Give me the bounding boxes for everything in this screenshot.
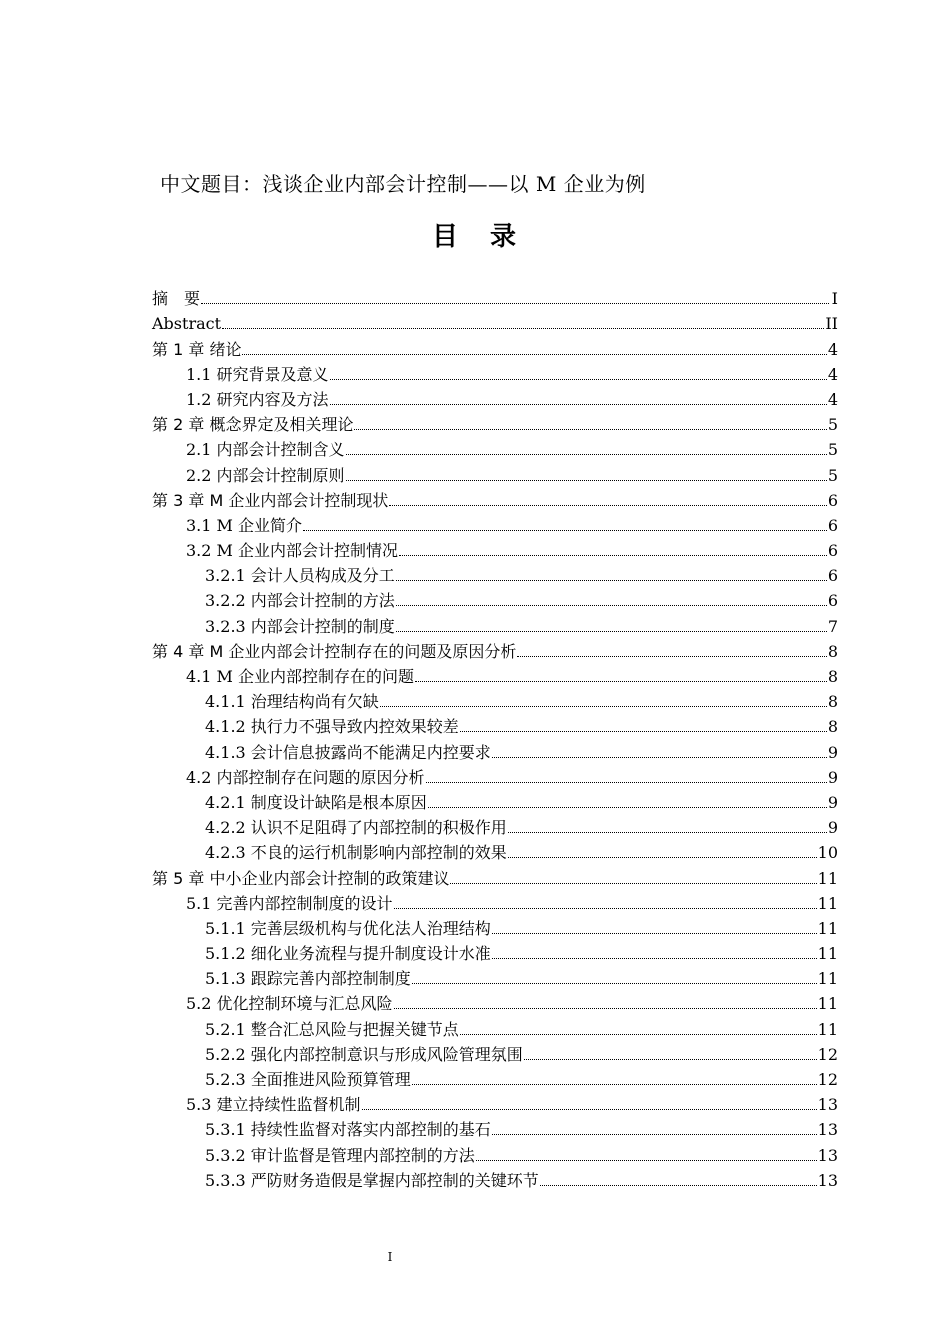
toc-entry-subsection[interactable]: [152, 813, 838, 838]
toc-entry-chapter[interactable]: [152, 334, 838, 359]
toc-entry-title: 5.1.3 跟踪完善内部控制制度: [205, 969, 411, 989]
toc-entry-subsection[interactable]: [152, 1115, 838, 1140]
toc-entry-title: 4.1.1 治理结构尚有欠缺: [205, 692, 379, 712]
toc-entry-page-number: 11: [817, 868, 838, 888]
toc-entry-page-number: 13: [817, 1095, 838, 1115]
toc-dot-leader: [222, 328, 824, 329]
toc-entry-title: 5.3.1 持续性监督对落实内部控制的基石: [205, 1120, 491, 1140]
toc-entry-page-number: 6: [827, 490, 838, 510]
toc-entry-title: 5.3.3 严防财务造假是掌握内部控制的关键环节: [205, 1170, 539, 1190]
toc-dot-leader: [428, 807, 827, 808]
toc-dot-leader: [380, 706, 827, 707]
toc-entry-page-number: 5: [827, 440, 838, 460]
toc-dot-leader: [492, 933, 817, 934]
toc-entry-chapter[interactable]: [152, 309, 838, 334]
toc-dot-leader: [399, 555, 827, 556]
toc-entry-page-number: 10: [817, 843, 838, 863]
toc-heading-char-2: 录: [490, 222, 519, 252]
toc-entry-title: 5.1.2 细化业务流程与提升制度设计水准: [205, 944, 491, 964]
toc-entry-section[interactable]: [152, 460, 838, 485]
toc-dot-leader: [330, 379, 827, 380]
toc-entry-title: 4.2.1 制度设计缺陷是根本原因: [205, 792, 427, 812]
toc-entry-title: 第 1 章 绪论: [152, 339, 242, 359]
toc-entry-page-number: 11: [817, 969, 838, 989]
toc-entry-chapter[interactable]: [152, 410, 838, 435]
toc-entry-section[interactable]: [152, 763, 838, 788]
toc-entry-page-number: 6: [827, 591, 838, 611]
toc-dot-leader: [330, 404, 827, 405]
toc-entry-title: 5.2 优化控制环境与汇总风险: [186, 994, 393, 1014]
toc-entry-subsection[interactable]: [152, 1065, 838, 1090]
toc-entry-subsection[interactable]: [152, 586, 838, 611]
toc-entry-page-number: 11: [817, 918, 838, 938]
toc-entry-title: 5.2.2 强化内部控制意识与形成风险管理氛围: [205, 1044, 523, 1064]
toc-entry-title: 3.1 M 企业简介: [186, 515, 303, 535]
toc-dot-leader: [346, 454, 827, 455]
toc-entry-title: 4.2.3 不良的运行机制影响内部控制的效果: [205, 843, 507, 863]
toc-entry-section[interactable]: [152, 511, 838, 536]
toc-entry-chapter[interactable]: [152, 284, 838, 309]
toc-dot-leader: [476, 1160, 817, 1161]
toc-entry-title: 第 3 章 M 企业内部会计控制现状: [152, 490, 389, 510]
toc-entry-subsection[interactable]: [152, 1040, 838, 1065]
toc-entry-section[interactable]: [152, 435, 838, 460]
toc-entry-page-number: 12: [817, 1070, 838, 1089]
toc-entry-title: 3.2.1 会计人员构成及分工: [205, 566, 395, 586]
toc-entry-page-number: 13: [817, 1120, 838, 1140]
toc-dot-leader: [303, 530, 827, 531]
toc-entry-title: 4.1 M 企业内部控制存在的问题: [186, 667, 415, 686]
toc-dot-leader: [201, 303, 829, 304]
toc-entry-page-number: 4: [827, 339, 838, 359]
toc-entry-subsection[interactable]: [152, 788, 838, 813]
toc-dot-leader: [346, 480, 827, 481]
toc-entry-page-number: 5: [827, 415, 838, 435]
toc-entry-title: 2.1 内部会计控制含义: [186, 440, 345, 460]
toc-entry-title: 5.3 建立持续性监督机制: [186, 1095, 361, 1115]
toc-dot-leader: [389, 505, 826, 506]
toc-dot-leader: [450, 883, 816, 884]
toc-dot-leader: [354, 429, 826, 430]
toc-entry-title: 第 2 章 概念界定及相关理论: [152, 415, 354, 435]
toc-entry-page-number: 4: [827, 389, 838, 409]
toc-dot-leader: [242, 354, 826, 355]
toc-dot-leader: [412, 1084, 817, 1085]
toc-entry-page-number: 11: [817, 893, 838, 913]
toc-entry-page-number: 9: [827, 818, 838, 838]
toc-dot-leader: [492, 757, 827, 758]
toc-entry-page-number: 13: [817, 1170, 838, 1190]
toc-dot-leader: [362, 1109, 817, 1110]
toc-entry-chapter[interactable]: [152, 486, 838, 511]
toc-entry-title: 5.3.2 审计监督是管理内部控制的方法: [205, 1145, 475, 1165]
toc-entry-section[interactable]: [152, 536, 838, 561]
toc-entry-page-number: 9: [827, 742, 838, 762]
toc-heading: [0, 216, 950, 253]
page-number-footer: I: [387, 1250, 393, 1264]
toc-entry-chapter[interactable]: [152, 863, 838, 888]
table-of-contents: [152, 284, 838, 1191]
toc-entry-page-number: 8: [827, 641, 838, 661]
toc-dot-leader: [412, 983, 817, 984]
toc-dot-leader: [396, 580, 827, 581]
toc-entry-page-number: 5: [827, 465, 838, 485]
toc-entry-subsection[interactable]: [152, 712, 838, 737]
toc-entry-title: 摘 要: [152, 289, 201, 309]
toc-dot-leader: [508, 857, 817, 858]
toc-entry-subsection[interactable]: [152, 687, 838, 712]
toc-entry-subsection[interactable]: [152, 611, 838, 636]
toc-dot-leader: [394, 908, 817, 909]
toc-entry-page-number: 11: [817, 994, 838, 1014]
toc-entry-page-number: I: [831, 289, 838, 309]
toc-entry-page-number: 8: [827, 667, 838, 686]
toc-entry-title: 4.2 内部控制存在问题的原因分析: [186, 767, 425, 787]
toc-entry-page-number: 9: [827, 792, 838, 812]
toc-dot-leader: [426, 782, 827, 783]
toc-entry-title: 4.1.3 会计信息披露尚不能满足内控要求: [205, 742, 491, 762]
toc-entry-title: 3.2.2 内部会计控制的方法: [205, 591, 395, 611]
toc-entry-page-number: 11: [817, 944, 838, 964]
toc-dot-leader: [394, 1008, 817, 1009]
toc-dot-leader: [524, 1059, 817, 1060]
toc-entry-title: 3.2 M 企业内部会计控制情况: [186, 541, 399, 561]
thesis-title: 中文题目：浅谈企业内部会计控制——以 M 企业为例: [160, 172, 646, 196]
toc-entry-page-number: 9: [827, 767, 838, 787]
toc-entry-page-number: 6: [827, 566, 838, 586]
toc-entry-page-number: II: [825, 314, 838, 334]
toc-entry-subsection[interactable]: [152, 1140, 838, 1165]
toc-entry-chapter[interactable]: [152, 637, 838, 662]
toc-entry-subsection[interactable]: [152, 561, 838, 586]
toc-entry-subsection[interactable]: [152, 737, 838, 762]
toc-entry-title: 1.1 研究背景及意义: [186, 364, 329, 384]
toc-entry-section[interactable]: [152, 1090, 838, 1115]
toc-entry-section[interactable]: [152, 662, 838, 687]
toc-entry-title: 4.2.2 认识不足阻碍了内部控制的积极作用: [205, 818, 507, 838]
toc-entry-page-number: 12: [817, 1044, 838, 1064]
toc-entry-title: 第 5 章 中小企业内部会计控制的政策建议: [152, 868, 450, 888]
toc-entry-page-number: 7: [827, 616, 838, 636]
toc-heading-char-1: 目: [431, 222, 460, 252]
toc-dot-leader: [460, 731, 827, 732]
toc-entry-title: 2.2 内部会计控制原则: [186, 465, 345, 485]
toc-entry-subsection[interactable]: [152, 838, 838, 863]
toc-entry-page-number: 6: [827, 515, 838, 535]
toc-entry-subsection[interactable]: [152, 964, 838, 989]
toc-entry-section[interactable]: [152, 385, 838, 410]
toc-entry-page-number: 8: [827, 692, 838, 712]
toc-entry-title: 1.2 研究内容及方法: [186, 389, 329, 409]
toc-entry-title: 4.1.2 执行力不强导致内控效果较差: [205, 717, 459, 737]
toc-entry-title: 3.2.3 内部会计控制的制度: [205, 616, 395, 636]
toc-dot-leader: [492, 1134, 817, 1135]
toc-entry-section[interactable]: [152, 360, 838, 385]
toc-dot-leader: [492, 958, 817, 959]
toc-entry-subsection[interactable]: [152, 1014, 838, 1039]
toc-entry-section[interactable]: [152, 889, 838, 914]
toc-dot-leader: [396, 605, 827, 606]
toc-entry-page-number: 13: [817, 1145, 838, 1165]
toc-entry-title: 5.1.1 完善层级机构与优化法人治理结构: [205, 918, 491, 938]
toc-entry-subsection[interactable]: [152, 939, 838, 964]
toc-entry-section[interactable]: [152, 989, 838, 1014]
toc-entry-subsection[interactable]: [152, 914, 838, 939]
toc-entry-title: Abstract: [152, 314, 222, 334]
toc-entry-page-number: 4: [827, 364, 838, 384]
toc-entry-title: 5.1 完善内部控制制度的设计: [186, 893, 393, 913]
toc-entry-subsection[interactable]: [152, 1166, 838, 1191]
toc-entry-title: 第 4 章 M 企业内部会计控制存在的问题及原因分析: [152, 641, 517, 661]
toc-entry-title: 5.2.1 整合汇总风险与把握关键节点: [205, 1019, 459, 1039]
toc-entry-page-number: 6: [827, 541, 838, 561]
toc-dot-leader: [396, 631, 827, 632]
toc-dot-leader: [540, 1185, 817, 1186]
toc-entry-page-number: 8: [827, 717, 838, 737]
toc-entry-page-number: 11: [817, 1019, 838, 1039]
toc-dot-leader: [508, 832, 827, 833]
toc-dot-leader: [415, 681, 827, 682]
toc-entry-title: 5.2.3 全面推进风险预算管理: [205, 1070, 411, 1089]
toc-dot-leader: [460, 1034, 817, 1035]
toc-dot-leader: [517, 656, 826, 657]
